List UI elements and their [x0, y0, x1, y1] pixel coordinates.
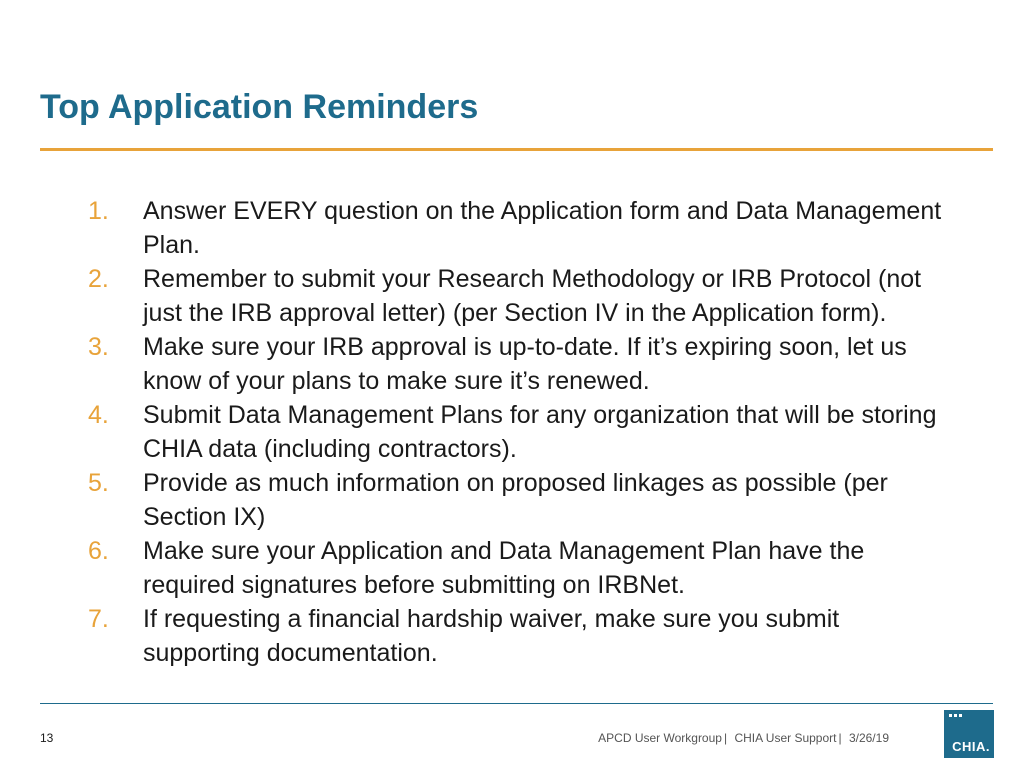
reminder-item	[88, 602, 948, 670]
reminder-text: If requesting a financial hardship waiver, make sure you submit supporting documentation.	[143, 605, 840, 667]
logo-dots-icon	[949, 714, 969, 718]
reminder-item	[88, 534, 948, 602]
reminder-text: Submit Data Management Plans for any organization that will be storing CHIA data (including contractors).	[143, 401, 937, 463]
footer-separator: |	[838, 731, 842, 745]
reminder-text: Answer EVERY question on the Application form and Data Management Plan.	[143, 197, 942, 259]
logo-text: CHIA.	[952, 739, 990, 754]
footer-divider	[40, 703, 993, 704]
reminder-number: 4.	[88, 401, 109, 429]
reminder-item	[88, 330, 948, 398]
reminder-item	[88, 466, 948, 534]
reminder-number: 1.	[88, 197, 109, 225]
reminder-item	[88, 398, 948, 466]
reminder-number: 6.	[88, 537, 109, 565]
page-number: 13	[40, 731, 54, 745]
slide-title: Top Application Reminders	[40, 88, 479, 126]
reminder-text: Provide as much information on proposed linkages as possible (per Section IX)	[143, 469, 888, 531]
reminder-number: 5.	[88, 469, 109, 497]
footer-date: 3/26/19	[848, 731, 889, 745]
reminder-item	[88, 194, 948, 262]
footer-text	[598, 731, 889, 745]
footer-support: CHIA User Support	[734, 731, 837, 745]
reminder-text: Make sure your IRB approval is up-to-date. If it’s expiring soon, let us know of your plans to make sure it’s renewed.	[143, 333, 907, 395]
title-divider	[40, 148, 993, 151]
footer-separator: |	[723, 731, 728, 745]
chia-logo	[944, 710, 994, 758]
reminder-number: 7.	[88, 605, 109, 633]
reminder-text: Remember to submit your Research Methodology or IRB Protocol (not just the IRB approval letter) (per Section IV in the Application form).	[143, 265, 922, 327]
reminder-item	[88, 262, 948, 330]
reminder-number: 3.	[88, 333, 109, 361]
footer-event: APCD User Workgroup	[598, 731, 722, 745]
reminder-text: Make sure your Application and Data Management Plan have the required signatures before submitting on IRBNet.	[143, 537, 865, 599]
reminder-number: 2.	[88, 265, 109, 293]
reminder-list	[88, 194, 948, 670]
